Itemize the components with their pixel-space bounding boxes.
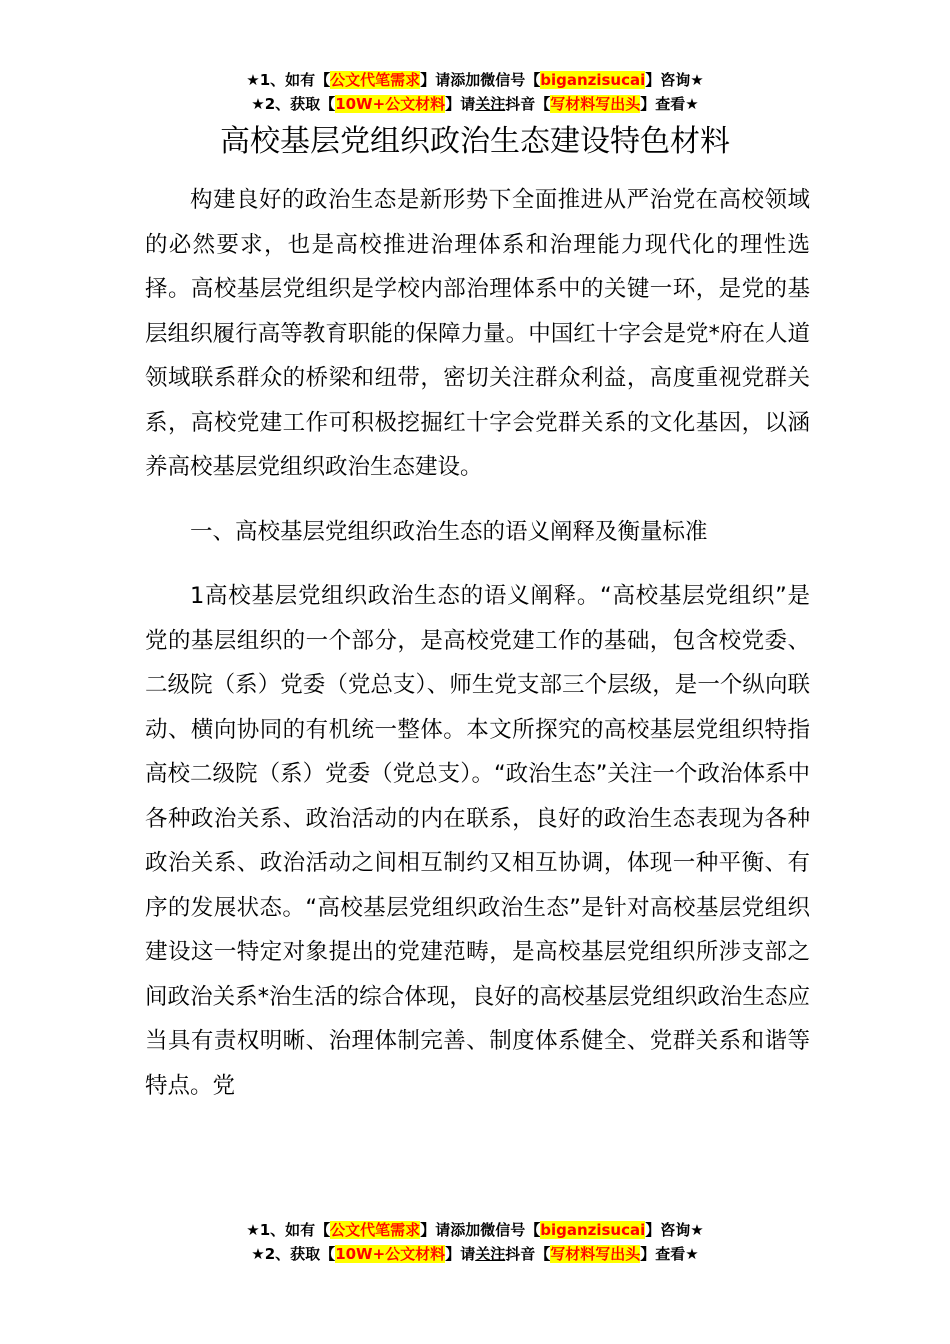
- footer-ad-line-1: [0, 1218, 950, 1242]
- document-title: 高校基层党组织政治生态建设特色材料: [220, 124, 730, 159]
- footer-ad-highlight-wechat-id: biganzisucai: [540, 1221, 646, 1239]
- paragraph-intro: 构建良好的政治生态是新形势下全面推进从严治党在高校领域的必然要求，也是高校推进治理体系和治理能力现代化的理性选择。高校基层党组织是学校内部治理体系中的关键一环，是党的基层组织履行高等教育职能的保障力量。中国红十字会是党*府在人道领域联系群众的桥梁和纽带，密切关注群众利益，高度重视党群关系，高校党建工作可积极挖掘红十字会党群关系的文化基因，以涵养高校基层党组织政治生态建设。: [145, 187, 810, 480]
- footer-ad-line-2-suffix: 】查看★: [640, 1245, 699, 1263]
- footer-ad-highlight-writing-service: 公文代笔需求: [330, 1221, 421, 1239]
- document-body: [145, 178, 810, 1108]
- footer-ad-line-2-mid-b: 抖音【: [505, 1245, 551, 1263]
- footer-ad-block: [0, 1218, 950, 1266]
- footer-ad-underlined-follow: 关注: [475, 1245, 506, 1263]
- ad-line-1-prefix: ★1、如有【: [246, 71, 331, 89]
- ad-highlight-douyin-account: 写材料写出头: [550, 95, 641, 113]
- paragraph-1-1: 1高校基层党组织政治生态的语义阐释。“高校基层党组织”是党的基层组织的一个部分，是高校党建工作的基础，包含校党委、二级院（系）党委（党总支）、师生党支部三个层级，是一个纵向联动、横向协同的有机统一整体。本文所探究的高校基层党组织特指高校二级院（系）党委（党总支）。“政治生态”关注一个政治体系中各种政治关系、政治活动的内在联系，良好的政治生态表现为各种政治关系、政治活动之间相互制约又相互协调，体现一种平衡、有序的发展状态。“高校基层党组织政治生态”是针对高校基层党组织建设这一特定对象提出的党建范畴，是高校基层党组织所涉支部之间政治关系*治生活的综合体现，良好的高校基层党组织政治生态应当具有责权明晰、治理体制完善、制度体系健全、党群关系和谐等特点。党: [145, 583, 810, 1099]
- footer-ad-line-1-suffix: 】咨询★: [645, 1221, 704, 1239]
- header-ad-block: [0, 68, 950, 116]
- footer-ad-highlight-materials: 10W+公文材料: [335, 1245, 446, 1263]
- footer-ad-line-1-mid: 】请添加微信号【: [420, 1221, 541, 1239]
- footer-ad-highlight-douyin-account: 写材料写出头: [550, 1245, 641, 1263]
- ad-highlight-materials: 10W+公文材料: [335, 95, 446, 113]
- footer-ad-line-2: [0, 1242, 950, 1266]
- footer-ad-line-2-prefix: ★2、获取【: [251, 1245, 336, 1263]
- ad-line-2-mid-a: 】请: [445, 95, 476, 113]
- section-heading-1: 一、高校基层党组织政治生态的语义阐释及衡量标准: [190, 518, 708, 545]
- footer-ad-line-1-prefix: ★1、如有【: [246, 1221, 331, 1239]
- ad-line-2: [0, 92, 950, 116]
- ad-line-1-mid: 】请添加微信号【: [420, 71, 541, 89]
- ad-line-2-suffix: 】查看★: [640, 95, 699, 113]
- ad-line-2-mid-b: 抖音【: [505, 95, 551, 113]
- ad-line-1-suffix: 】咨询★: [645, 71, 704, 89]
- ad-underlined-follow: 关注: [475, 95, 506, 113]
- ad-highlight-wechat-id: biganzisucai: [540, 71, 646, 89]
- ad-line-1: [0, 68, 950, 92]
- footer-ad-line-2-mid-a: 】请: [445, 1245, 476, 1263]
- ad-line-2-prefix: ★2、获取【: [251, 95, 336, 113]
- ad-highlight-writing-service: 公文代笔需求: [330, 71, 421, 89]
